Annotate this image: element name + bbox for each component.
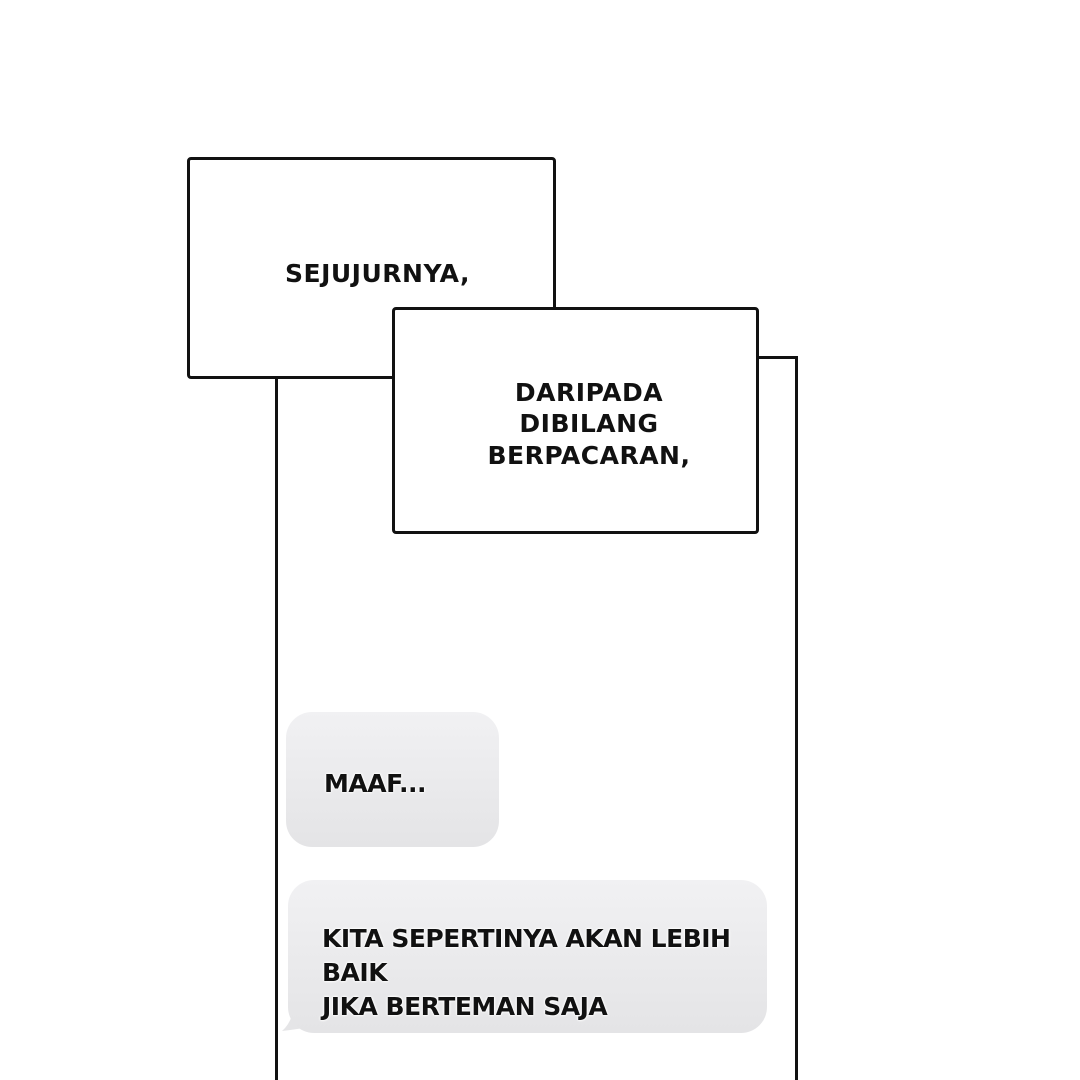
message-text-berteman: KITA SEPERTINYA AKAN LEBIH BAIK JIKA BERTEMAN SAJA xyxy=(322,924,731,1021)
caption-text-second: DARIPADA DIBILANG BERPACARAN, xyxy=(487,378,691,470)
caption-text-first: SEJUJURNYA, xyxy=(285,259,470,288)
message-text-maaf: MAAF... xyxy=(324,769,426,798)
